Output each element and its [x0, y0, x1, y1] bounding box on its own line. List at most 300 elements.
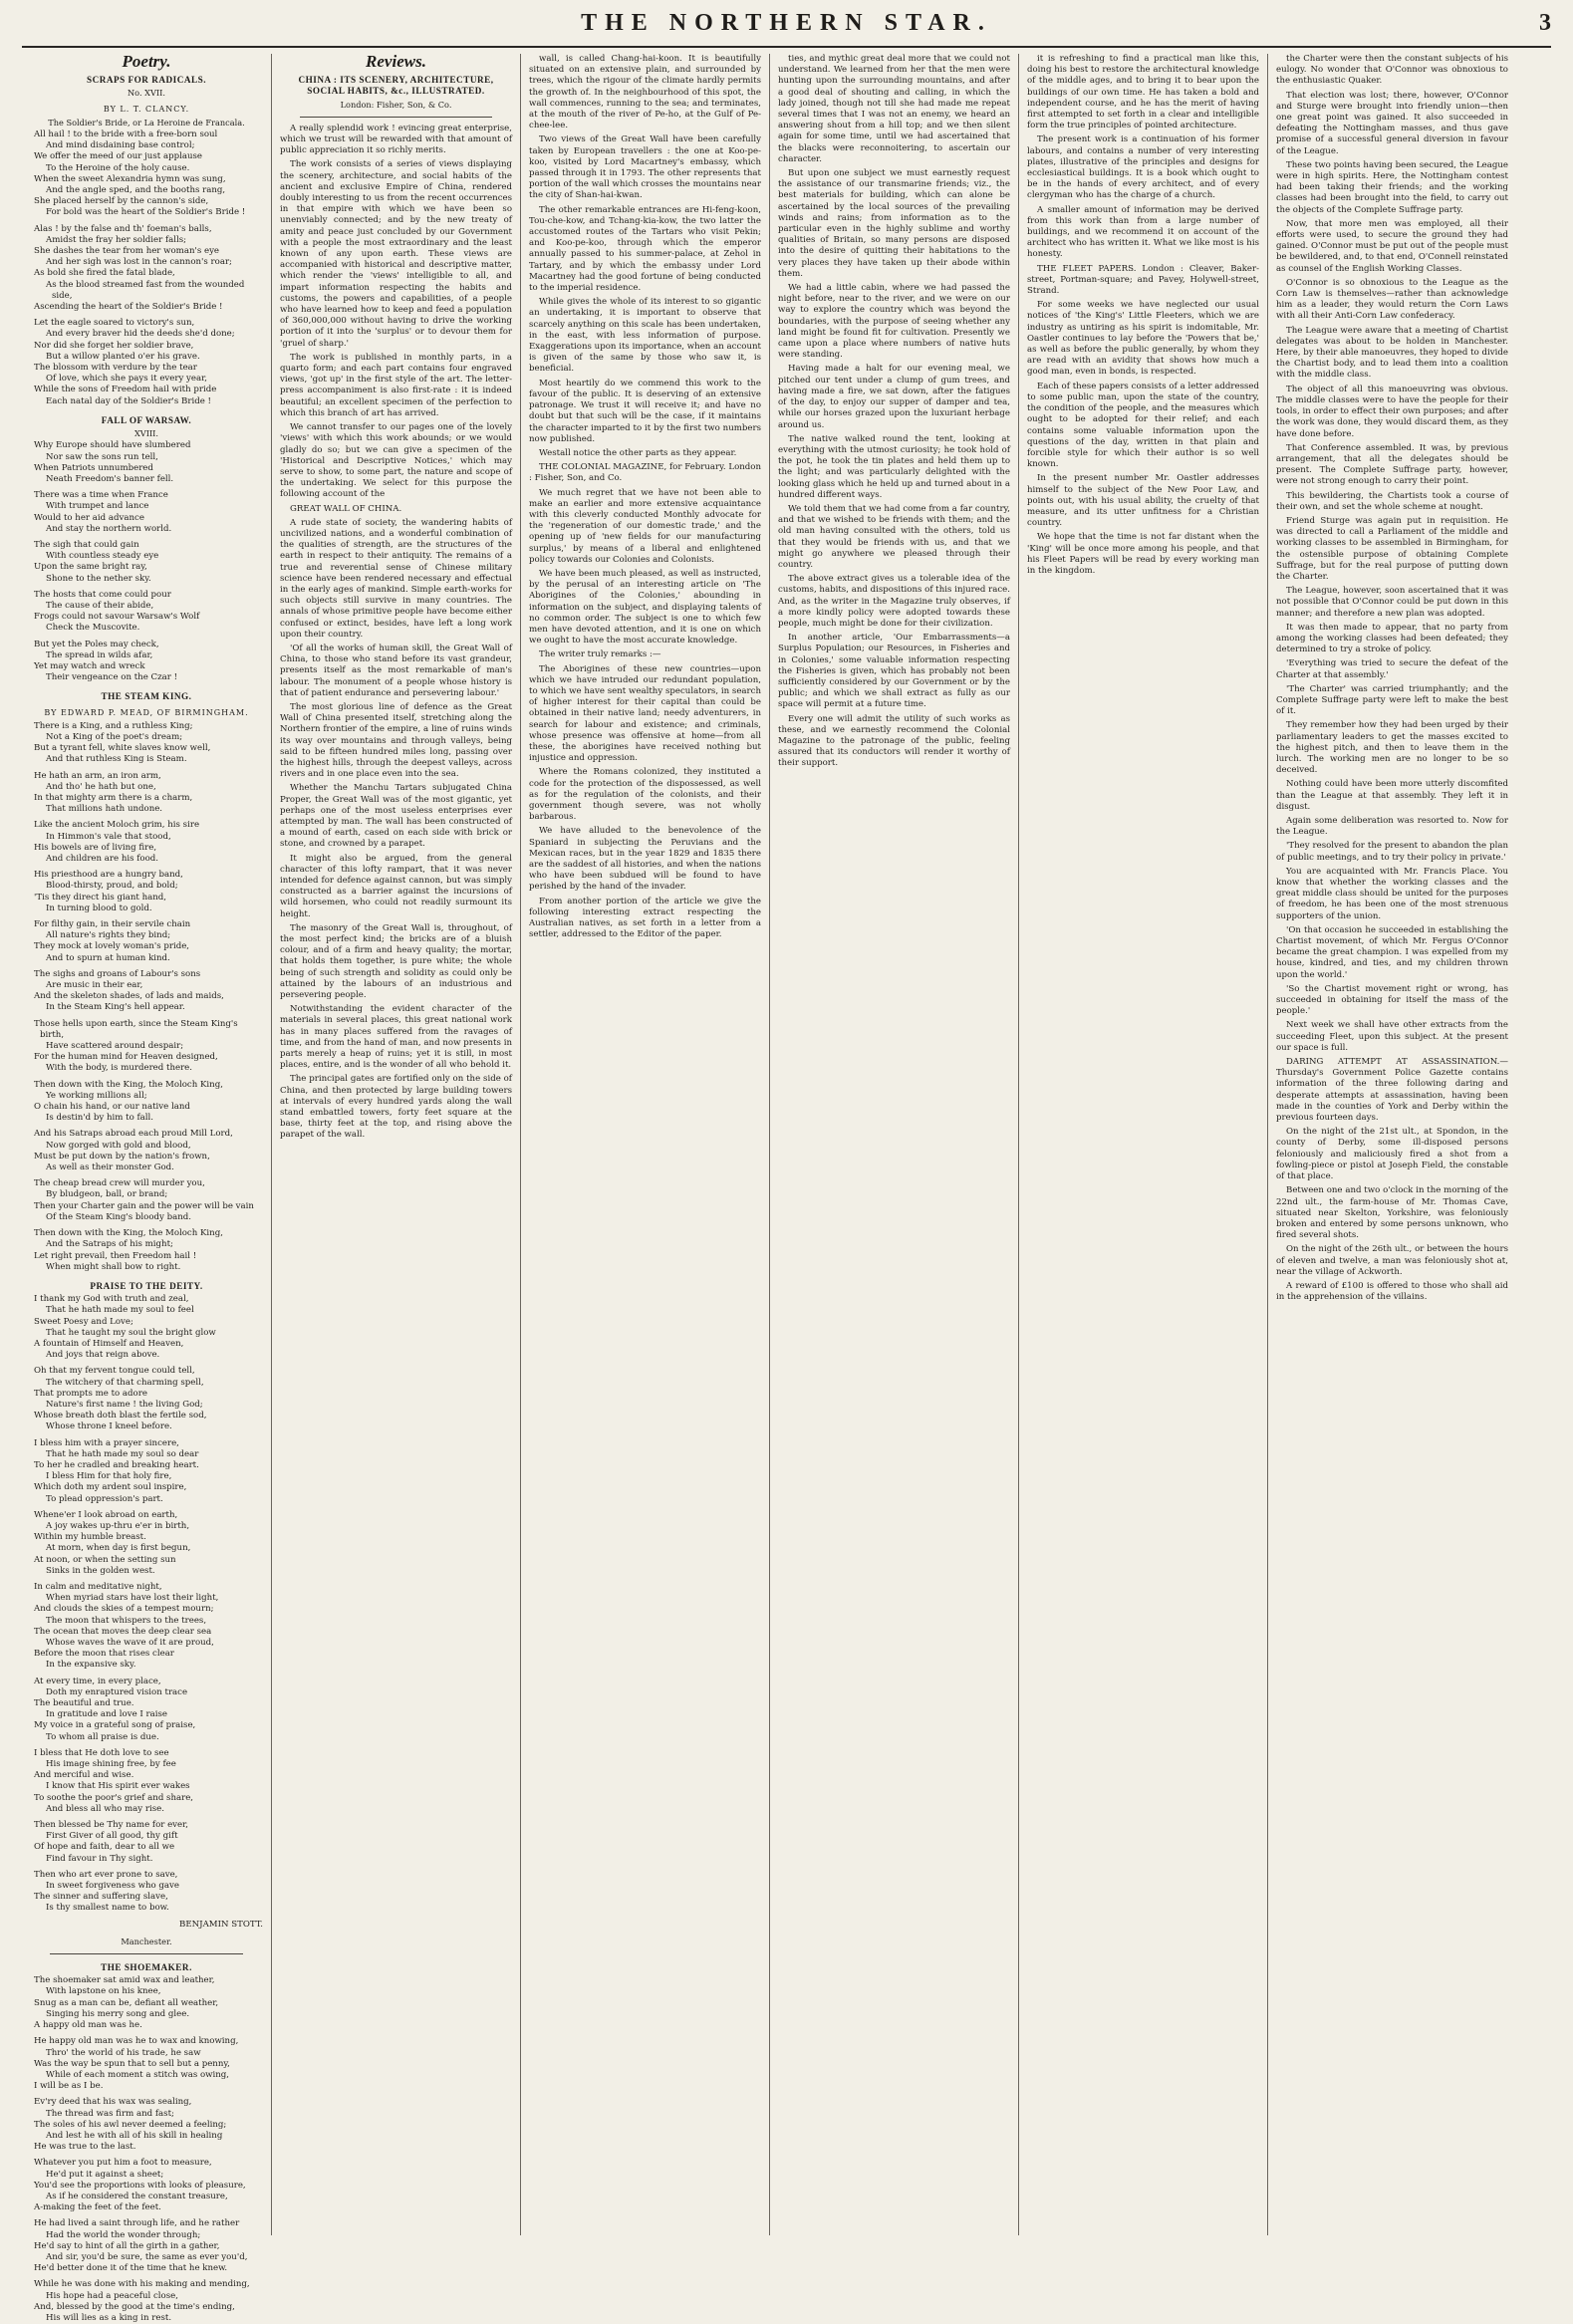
china-title: CHINA : ITS SCENERY, ARCHITECTURE, SOCIAL HABITS, &c., ILLUSTRATED.: [298, 75, 494, 97]
poem-line: But yet the Poles may check,: [34, 639, 159, 649]
paragraph: 'Of all the works of human skill, the Great Wall of China, to those who stand before its vast grandeur, presents itself as the most remarkable of man's labour. The monument of a people whose history is that of patient endurance and persevering labour.': [280, 643, 512, 698]
poem-line: That millions hath undone.: [46, 804, 163, 815]
poem-line: We offer the meed of our just applause: [34, 151, 202, 162]
stanza: [30, 2036, 263, 2092]
poem-line: To whom all praise is due.: [46, 1731, 159, 1742]
poem-line: While he was done with his making and mending,: [34, 2279, 250, 2290]
reviews-column: [271, 54, 520, 2235]
paragraph: The present work is a continuation of his former labours, and contains a number of very interesting plates, illustrative of the principles and designs for ecclesiastical buildings. It is a book which ought to be in the hands of every architect, and of every clergyman who has the charge of a church.: [1027, 134, 1259, 201]
poem-line: Within my humble breast.: [34, 1532, 146, 1543]
poem-line: Sinks in the golden west.: [46, 1565, 155, 1576]
steam-poem: [30, 721, 263, 1273]
poem-line: And every braver hid the deeds she'd done;: [46, 329, 235, 340]
poem-line: Whose waves the wave of it are proud,: [46, 1638, 214, 1648]
paragraph: This bewildering, the Chartists took a course of their own, and set the whole scheme at nought.: [1276, 490, 1508, 512]
paragraph: We cannot transfer to our pages one of the lovely 'views' with which this work abounds; or we would gladly do so; but we can give a specimen of the 'Historical and Descriptive Notices,' which may serve to show, to some part, the nature and scope of the undertaking. We select for this purpose the following account of the: [280, 422, 512, 500]
poem-line: While the sons of Freedom hail with pride: [34, 385, 217, 395]
poem-line: Whene'er I look abroad on earth,: [34, 1509, 178, 1520]
poem-line: Each natal day of the Soldier's Bride !: [46, 395, 211, 406]
poem-line: And merciful and wise.: [34, 1770, 134, 1781]
paragraph: 'The Charter' was carried triumphantly; and the Complete Suffrage party were left to make the best of it.: [1276, 683, 1508, 717]
poem-line: By bludgeon, ball, or brand;: [46, 1189, 168, 1200]
steam-author: BY EDWARD P. MEAD, OF BIRMINGHAM.: [44, 707, 249, 717]
poem-line: Whatever you put him a foot to measure,: [34, 2158, 212, 2169]
column-six-body: [1276, 54, 1508, 1303]
poem-line: That he hath made my soul to feel: [46, 1305, 194, 1316]
poem-line: The cheap bread crew will murder you,: [34, 1178, 205, 1189]
paragraph: In another article, 'Our Embarrassments—a Surplus Population; our Resources, in Fisheries and in Colonies,' some valuable information respecting the Fisheries is given, which has probably not been sufficiently considered by our Government or by the public; and which we shall extract as fully as our space will permit at a future time.: [778, 633, 1010, 710]
poem-line: He was true to the last.: [34, 2142, 136, 2153]
scraps-number: No. XVII.: [128, 88, 165, 99]
paragraph: A really splendid work ! evincing great enterprise, which we trust will be rewarded with that amount of public appreciation it so richly merits.: [280, 123, 512, 156]
stanza: [30, 490, 263, 535]
poem-line: Find favour in Thy sight.: [46, 1853, 153, 1864]
page-number: 3: [1538, 10, 1551, 36]
paragraph: THE FLEET PAPERS. London : Cleaver, Baker-street, Portman-square; and Pavey, Holywell-street, Strand.: [1027, 263, 1259, 297]
paragraph: The work is published in monthly parts, in a quarto form; and each part contains four engraved views, 'got up' in the first style of the art. The letter-press accompaniment is also first-rate : it is indeed beautiful; an excellent specimen of the perfection to which this branch of art has arrived.: [280, 352, 512, 418]
poem-line: My voice in a grateful song of praise,: [34, 1720, 196, 1731]
poem-line: Of hope and faith, dear to all we: [34, 1842, 175, 1853]
warsaw-poem: [30, 440, 263, 683]
paragraph: They remember how they had been urged by their parliamentary leaders to get the masses excited to the highest pitch, and then to leave them in the lurch. The working men are no longer to be so deceived.: [1276, 720, 1508, 776]
poem-line: The soles of his awl never deemed a feeling;: [34, 2119, 227, 2130]
paragraph: The principal gates are fortified only on the side of China, and then protected by large building towers at intervals of every hundred yards along the wall stand embattled towers, forty feet square at the base, thirty feet at the top, and rising above the parapet of the wall.: [280, 1074, 512, 1141]
poem-line: Is destin'd by him to fall.: [46, 1113, 154, 1124]
poem-line: Neath Freedom's banner fell.: [46, 473, 174, 484]
poem-line: While of each moment a stitch was owing,: [46, 2069, 230, 2080]
poem-line: That he hath made my soul so dear: [46, 1448, 199, 1459]
poem-line: Of love, which she pays it every year,: [46, 374, 208, 385]
poem-line: Would to her aid advance: [34, 512, 144, 523]
stanza: [30, 1080, 263, 1125]
poem-line: But a willow planted o'er his grave.: [46, 351, 200, 362]
poem-line: A fountain of Himself and Heaven,: [34, 1338, 184, 1349]
paragraph: That Conference assembled. It was, by previous arrangement, that all the delegates should be present. The Complete Suffrage party, however, were not strong enough to carry their point.: [1276, 442, 1508, 487]
stanza: [30, 2097, 263, 2153]
paragraph: But upon one subject we must earnestly request the assistance of our transmarine friends; viz., the best materials for building, which can alone be ascertained by the local sources of the prevailing winds and rains; from information as to the particular even in the highly sublime and worthy qualities of Britain, so many persons are disposed into the desire of quitting their habitations to the very places they have taken up their abode within them.: [778, 168, 1010, 279]
poem-line: Ev'ry deed that his wax was sealing,: [34, 2097, 192, 2108]
paragraph: Nothing could have been more utterly discomfited than the League at that assembly. They left it in disgust.: [1276, 779, 1508, 812]
stanza: [30, 590, 263, 635]
column-five-body: [1027, 54, 1259, 577]
stanza: [30, 1677, 263, 1743]
paragraph: Friend Sturge was again put in requisition. He was directed to call a Parliament of the middle and working classes to be assembled in Birmingham, for the ostensible purpose of obtaining Complete Suffrage, but for the real purpose of putting down the Charter.: [1276, 515, 1508, 582]
poem-line: Of the Steam King's bloody band.: [46, 1211, 191, 1222]
paragraph: THE COLONIAL MAGAZINE, for February. London : Fisher, Son, and Co.: [529, 462, 761, 484]
paragraph: That election was lost; there, however, O'Connor and Sturge were brought into friendly union—then one great point was gained. It also succeeded in defeating the Nottingham masses, and thus gave promise of a successful general diversion in favour of the League.: [1276, 90, 1508, 156]
stanza: [30, 1178, 263, 1223]
poem-line: His bowels are of living fire,: [34, 842, 157, 853]
poem-line: Is thy smallest name to bow.: [46, 1903, 169, 1914]
paragraph: it is refreshing to find a practical man like this, doing his best to restore the architectural knowledge of the middle ages, and to bring it to bear upon the buildings of our own time. He has taken a bold and independent course, and he has the merit of having first attempted to set forth in a clear and intelligible form the true principles of pointed architecture.: [1027, 54, 1259, 131]
poem-line: I bless him with a prayer sincere,: [34, 1437, 179, 1448]
poem-line: The moon that whispers to the trees,: [46, 1615, 207, 1626]
poem-line: All nature's rights they bind;: [46, 930, 171, 941]
column-three: [520, 54, 769, 2235]
paragraph: Between one and two o'clock in the morning of the 22nd ult., the farm-house of Mr. Thomas Cave, situated near Skelton, Yorkshire, was feloniously broken and entered by some persons unknown, who fired several shots.: [1276, 1185, 1508, 1241]
poem-line: And sir, you'd be sure, the same as ever you'd,: [46, 2251, 248, 2262]
poem-line: Then who art ever prone to save,: [34, 1869, 178, 1880]
poem-line: Are music in their ear,: [46, 980, 143, 991]
poem-line: Oh that my fervent tongue could tell,: [34, 1366, 195, 1377]
stanza: [30, 1019, 263, 1075]
poem-line: At every time, in every place,: [34, 1676, 161, 1686]
paragraph: The native walked round the tent, looking at everything with the utmost curiosity; he took hold of the pot, he took the tin plates and held them up to the light; and was particularly delighted with the looking glass which he held up and turned about in a hundred different ways.: [778, 433, 1010, 500]
poem-line: In the Steam King's hell appear.: [46, 1002, 185, 1013]
poem-line: She placed herself by the cannon's side,: [34, 196, 209, 207]
poem-line: And the skeleton shades, of lads and maids,: [34, 991, 224, 1002]
poem-line: And tho' he hath but one,: [46, 781, 156, 792]
poem-line: Before the moon that rises clear: [34, 1649, 174, 1660]
poem-line: Nature's first name ! the living God;: [46, 1399, 203, 1410]
poem-line: Check the Muscovite.: [46, 623, 140, 634]
poem-line: Shone to the nether sky.: [46, 573, 151, 584]
poem-line: A-making the feet of the feet.: [34, 2202, 161, 2213]
paragraph: Each of these papers consists of a letter addressed to some public man, upon the state of the country, the condition of the people, and the measures which ought to be adopted for their relief; and each contains some valuable information upon the questions of the day, written in that plain and forcible style for which their author is so well known.: [1027, 381, 1259, 470]
poem-line: With countless steady eye: [46, 551, 159, 562]
paragraph: We told them that we had come from a far country, and that we wished to be friends with them; and the old man having consulted with the others, told us that they would be friends with us, and that we might go anywhere we pleased through their country.: [778, 503, 1010, 570]
poem-line: Thro' the world of his trade, he saw: [46, 2047, 201, 2058]
poem-line: That he taught my soul the bright glow: [46, 1327, 216, 1338]
paragraph: The most glorious line of defence as the Great Wall of China presented itself, stretching along the Northern frontier of the empire, a line of ruins winds its way over mountains and through valleys, being said to be fifteen hundred miles long, passing over the highest hills, through the deepest valleys, across rivers and in one place even into the sea.: [280, 701, 512, 780]
poem-line: And children are his food.: [46, 854, 159, 864]
praise-title: PRAISE TO THE DEITY.: [90, 1280, 203, 1291]
paragraph: The writer truly remarks :—: [539, 649, 661, 660]
poetry-column: [22, 52, 271, 2323]
stanza: [30, 1820, 263, 1865]
poem-line: Upon the same bright ray,: [34, 562, 147, 573]
poem-line: Singing his merry song and glee.: [46, 2008, 190, 2019]
paragraph: The League, however, soon ascertained that it was not possible that O'Connor could be put down in this manner; and therefore a new plan was adopted.: [1276, 586, 1508, 619]
poem-line: They mock at lovely woman's pride,: [34, 941, 190, 952]
paragraph: Whether the Manchu Tartars subjugated China Proper, the Great Wall was of the most gigantic, yet perhaps one of the most useless enterprises ever attempted by man. The wall has been constructed of a mound of earth, cased on each side with brick or stone, and crowned by a parapet.: [280, 783, 512, 850]
poem-line: You'd see the proportions with looks of pleasure,: [34, 2180, 246, 2191]
paragraph: Now, that more men was employed, all their efforts were used, to secure the ground they had gained. O'Connor must be put out of the people must be bewildered, and, to that end, O'Connell reinstated as counsel of the English Working Classes.: [1276, 218, 1508, 274]
paragraph: the Charter were then the constant subjects of his eulogy. No wonder that O'Connor was obnoxious to the enthusiastic Quaker.: [1276, 54, 1508, 87]
poem-line: There was a time when France: [34, 490, 168, 501]
stanza: [30, 1748, 263, 1815]
paragraph: These two points having been secured, the League were in high spirits. Here, the Nottingham contest had been taking their friends; and the working classes had been brought into the field, to carry out the objects of the Complete Suffrage party.: [1276, 159, 1508, 215]
poem-line: With lapstone on his knee,: [46, 1986, 161, 1997]
stanza: [30, 2158, 263, 2213]
warsaw-number: XVIII.: [133, 428, 159, 439]
poem-line: In gratitude and love I raise: [46, 1709, 167, 1720]
poem-line: Then blessed be Thy name for ever,: [34, 1820, 189, 1831]
poem-line: The beautiful and true.: [34, 1698, 134, 1709]
poem-line: 'Tis they direct his giant hand,: [34, 892, 167, 903]
poem-line: Why Europe should have slumbered: [34, 440, 191, 451]
poem-line: The hosts that come could pour: [34, 589, 171, 600]
paragraph: Every one will admit the utility of such works as these, and we earnestly recommend the Colonial Magazine to the patronage of the public, feeling assured that its conductors will render it worthy of their support.: [778, 713, 1010, 769]
poem-line: In calm and meditative night,: [34, 1581, 162, 1592]
poem-line: In turning blood to gold.: [46, 903, 152, 913]
poem-line: He happy old man was he to wax and knowing,: [34, 2036, 239, 2047]
poem-line: Then down with the King, the Moloch King,: [34, 1228, 223, 1239]
china-publisher: London: Fisher, Son, & Co.: [340, 99, 452, 110]
paragraph: A rude state of society, the wandering habits of uncivilized nations, and a wonderful combination of the qualities of strength, are the structures of the earth in respect to their antiquity. The remains of a true and reverential sense of Chinese military science have been rendered necessary and effectual in the early ages of mankind. Simple earth-works for such objects still survive in many countries. The annals of whose primitive people have become either confused or extinct, besides, have left a long work upon their country.: [280, 517, 512, 640]
stanza: [30, 1366, 263, 1432]
poem-line: Snug as a man can be, defiant all weather,: [34, 1997, 219, 2008]
paragraph: In the present number Mr. Oastler addresses himself to the subject of the New Poor Law, and points out, with his usual ability, the cruelty of that measure, and its utter unfitness for a Christian country.: [1027, 473, 1259, 529]
poem-line: When Patriots unnumbered: [34, 462, 153, 473]
stanza: [30, 129, 263, 219]
paragraph: 'Everything was tried to secure the defeat of the Charter at that assembly.': [1276, 658, 1508, 680]
poem-line: Nor did she forget her soldier brave,: [34, 340, 194, 351]
poem-line: As well as their monster God.: [46, 1162, 174, 1173]
paragraph: Two views of the Great Wall have been carefully taken by European travellers : the one at Koo-pe-koo, visited by Lord Macartney's embassy, which passed through it in 1793. The other represents that portion of the wall which crosses the mountains near the city of Shan-hai-kwan.: [529, 134, 761, 201]
poem-line: And bless all who may rise.: [46, 1803, 164, 1814]
poem-line: Amidst the fray her soldier falls;: [46, 234, 187, 245]
poem-line: He hath an arm, an iron arm,: [34, 770, 161, 781]
paragraph: A reward of £100 is offered to those who shall aid in the apprehension of the villains.: [1276, 1280, 1508, 1303]
poem-line: And clouds the skies of a tempest mourn;: [34, 1604, 214, 1615]
stanza: [30, 224, 263, 314]
stanza: [30, 1870, 263, 1915]
poem-line: All hail ! to the bride with a free-born soul: [34, 129, 218, 140]
paragraph: From another portion of the article we give the following interesting extract respecting the Australian natives, as set forth in a letter from a settler, addressed to the Editor of the paper.: [529, 896, 761, 940]
stanza: [30, 1294, 263, 1361]
poem-line: He'd put it against a sheet;: [46, 2169, 164, 2180]
poem-line: The cause of their abide,: [46, 600, 154, 611]
stanza: [30, 919, 263, 964]
paragraph: The Aborigines of these new countries—upon which we have intruded our redundant population, to which we have sent wealthy speculators, in search of higher interest for their capital than could be obtained in their native land; needy adventurers, in search for labour and existence; and criminals, whose presence was offensive at home—from all these, the aborigines have received nothing but injustice and oppression.: [529, 663, 761, 764]
poem-line: There is a King, and a ruthless King;: [34, 720, 193, 731]
poem-line: She dashes the tear from her woman's eye: [34, 246, 220, 257]
stanza: [30, 1510, 263, 1577]
poem-line: When might shall bow to right.: [46, 1261, 181, 1272]
stanza: [30, 820, 263, 865]
poem-line: Must be put down by the nation's frown,: [34, 1151, 210, 1162]
poem-line: Let the eagle soared to victory's sun,: [34, 318, 195, 329]
paragraph: While gives the whole of its interest to so gigantic an undertaking, it is important to observe that scarcely anything on this scale has been undertaken, in the east, with less information of purpose. Exaggerations upon its importance, when an account is given of the same by those who saw it, is beneficial.: [529, 297, 761, 375]
paragraph: GREAT WALL OF CHINA.: [290, 503, 402, 514]
paragraph: DARING ATTEMPT AT ASSASSINATION.—Thursday's Government Police Gazette contains information of the three following daring and desperate attempts at assassination, having been made in the counties of York and Derby within the previous fourteen days.: [1276, 1057, 1508, 1124]
praise-place: Manchester.: [121, 1936, 172, 1946]
praise-poem: [30, 1294, 263, 1915]
paragraph: O'Connor is so obnoxious to the League as the Corn Law is themselves—rather than acknowledge him as a leader, they would return the Corn Laws with all their Anti-Corn Law confederacy.: [1276, 277, 1508, 322]
poem-line: And her sigh was lost in the cannon's roar;: [46, 257, 232, 268]
poem-line: And mind disdaining base control;: [46, 140, 195, 151]
stanza: [30, 440, 263, 485]
poem-line: And to spurn at human kind.: [46, 952, 170, 963]
poem-line: Was the way be spun that to sell but a penny,: [34, 2058, 230, 2069]
paragraph: The work consists of a series of views displaying the scenery, architecture, and social habits of the ancient and exclusive Empire of China, rendered doubly interesting to us from the recent occurrences in that empire with which we have been so unenviably connected; and by the new treaty of amity and peace just concluded by our Government with a people the most extraordinary and the least known of any upon earth. These views are accompanied with historical and descriptive matter, which render the 'views' intelligible to all, and impart information respecting the habits and customs, the powers and capabilities, of a people who have learned how to keep and feed a population of 360,000,000 without having to drive the working portion of it into the 'surplus' or to devour them for 'gruel of sharp.': [280, 159, 512, 349]
poem-line: A happy old man was he.: [34, 2020, 142, 2031]
poem-line: To soothe the poor's grief and share,: [34, 1792, 194, 1803]
paragraph: It was then made to appear, that no party from among the working classes had been defeated; they determined to try a stroke of policy.: [1276, 622, 1508, 655]
poem-line: That prompts me to adore: [34, 1388, 147, 1399]
poem-line: Let right prevail, then Freedom hail !: [34, 1250, 197, 1261]
poem-line: And his Satraps abroad each proud Mill Lord,: [34, 1129, 233, 1140]
poem-line: And, blessed by the good at the time's ending,: [34, 2301, 235, 2312]
poem-line: The sigh that could gain: [34, 539, 139, 550]
stanza: [30, 1129, 263, 1173]
paragraph: We much regret that we have not been able to make an earlier and more extensive acquaintance with this cleverly conducted Monthly advocate for the 'regeneration of our domestic trade,' and the opening up of 'new fields for our manufacturing surplus,' by means of a liberal and enlightened policy towards our Colonies and Colonists.: [529, 487, 761, 565]
scraps-author: BY L. T. CLANCY.: [103, 104, 190, 114]
poem-line: Which doth my ardent soul inspire,: [34, 1482, 187, 1493]
column-six: [1267, 54, 1516, 2235]
paragraph: We have alluded to the benevolence of the Spaniard in subjecting the Peruvians and the Mexican races, but in the year 1829 and 1835 there are the saddest of all histories, and when the nations who have been subdued will be found to have perished by the hand of the invader.: [529, 826, 761, 893]
poem-line: Nor saw the sons run tell,: [46, 451, 158, 462]
poem-line: In sweet forgiveness who gave: [46, 1881, 179, 1892]
poem-line: With the body, is murdered there.: [46, 1063, 193, 1074]
poem-line: Sweet Poesy and Love;: [34, 1316, 133, 1327]
poem-line: The witchery of that charming spell,: [46, 1377, 204, 1388]
stanza: [30, 870, 263, 914]
poem-line: Have scattered around despair;: [46, 1041, 184, 1052]
poem-line: At morn, when day is first begun,: [46, 1543, 191, 1554]
poem-line: And that ruthless King is Steam.: [46, 754, 187, 765]
paragraph: It might also be argued, from the general character of this lofty rampart, that it was never intended for defence against cannon, but was simply constructed as a barrier against the incursions of wild horsemen, who could not readily surmount its height.: [280, 853, 512, 919]
columns: [22, 52, 1551, 2323]
poem-line: Alas ! by the false and th' foeman's balls,: [34, 223, 212, 234]
poem-line: He'd say to hint of all the girth in a gather,: [34, 2240, 220, 2251]
poem-line: The blossom with verdure by the tear: [34, 363, 197, 374]
poem-line: Those hells upon earth, since the Steam King's birth,: [34, 1018, 238, 1040]
masthead: [22, 10, 1551, 48]
poem-line: Like the ancient Moloch grim, his sire: [34, 820, 200, 831]
scraps-poem: [30, 129, 263, 407]
china-review-body: [280, 124, 512, 1142]
poem-line: At noon, or when the setting sun: [34, 1554, 176, 1565]
warsaw-title: FALL OF WARSAW.: [101, 414, 192, 425]
paragraph: On the night of the 26th ult., or between the hours of eleven and twelve, a man was feloniously shot at, near the village of Ackworth.: [1276, 1244, 1508, 1277]
stanza: [30, 540, 263, 585]
paragraph: Having made a halt for our evening meal, we pitched our tent under a clump of gum trees, and having made a fire, we sat down, after the fatigues of the day, to enjoy our supper of damper and tea, while our horses grazed upon the luxuriant herbage around us.: [778, 364, 1010, 430]
poem-line: In Himmon's vale that stood,: [46, 831, 171, 842]
poem-line: The sinner and suffering slave,: [34, 1892, 168, 1903]
poem-line: The sighs and groans of Labour's sons: [34, 968, 201, 979]
poem-line: Blood-thirsty, proud, and bold;: [46, 881, 178, 892]
poem-line: As bold she fired the fatal blade,: [34, 268, 175, 279]
shoemaker-title: THE SHOEMAKER.: [101, 1962, 192, 1973]
paragraph: We have been much pleased, as well as instructed, by the perusal of an interesting article on 'The Aborigines of the Colonies,' abounding in information on the subject, and displaying talents of no common order. The subject is one to which few men have devoted attention, and it is one on which we ought to have the most accurate knowledge.: [529, 568, 761, 646]
stanza: [30, 1228, 263, 1273]
poem-line: The thread was firm and fast;: [46, 2108, 174, 2119]
poem-line: First Giver of all good, thy gift: [46, 1831, 178, 1842]
poem-line: I will be as I be.: [34, 2081, 104, 2092]
paragraph: Where the Romans colonized, they instituted a code for the protection of the dispossessed, as well as for the regulation of the colonists, and their government though severe, was not wholly barbarous.: [529, 767, 761, 823]
poem-line: The shoemaker sat amid wax and leather,: [34, 1975, 215, 1986]
poem-line: But a tyrant fell, white slaves know well,: [34, 743, 211, 754]
poem-line: In that mighty arm there is a charm,: [34, 792, 193, 803]
poem-line: Ye working millions all;: [46, 1090, 147, 1101]
praise-signature: BENJAMIN STOTT.: [179, 1919, 263, 1930]
poem-line: I bless Him for that holy fire,: [46, 1471, 172, 1482]
stanza: [30, 640, 263, 684]
poetry-heading: Poetry.: [122, 52, 171, 71]
paragraph: The above extract gives us a tolerable idea of the customs, habits, and dispositions of this injured race. And, as the writer in the Magazine truly observes, if a more kindly policy were adopted towards these people, much might be done for their civilization.: [778, 574, 1010, 629]
poem-line: His will lies as a king in rest.: [46, 2312, 172, 2323]
paragraph: The League were aware that a meeting of Chartist delegates was about to be holden in Manchester. Here, by their able manoeuvres, they hoped to divide the Chartist body, and to lead them into a coalition with the middle class.: [1276, 325, 1508, 381]
poem-line: Whose breath doth blast the fertile sod,: [34, 1411, 207, 1421]
poem-line: The spread in wilds afar,: [46, 649, 153, 660]
column-four: [769, 54, 1018, 2235]
column-four-body: [778, 54, 1010, 770]
poem-line: For bold was the heart of the Soldier's Bride !: [46, 207, 246, 218]
paragraph: Westall notice the other parts as they appear.: [539, 447, 737, 458]
poem-line: And stay the northern world.: [46, 523, 172, 534]
poem-line: Then your Charter gain and the power will be vain: [34, 1200, 254, 1211]
paragraph: The object of all this manoeuvring was obvious. The middle classes were to have the people for their tools, in order to effect their own purposes; and after the work was done, they would discard them, as they have done before.: [1276, 384, 1508, 439]
paragraph: The masonry of the Great Wall is, throughout, of the most perfect kind; the bricks are of a bluish colour, and of a firm and heavy quality; the mortar, that holds them together, is pure white; the whole being of such strength and solidity as could only be attained by the labours of an industrious and persevering people.: [280, 922, 512, 1001]
column-five: [1018, 54, 1267, 2235]
poem-line: He'd better done it of the time that he knew.: [34, 2263, 228, 2274]
paragraph: ties, and mythic great deal more that we could not understand. We learned from her that the men were hunting upon the surrounding mountains, and after a good deal of shouting and calling, in which the lady joined, though not till she had made me repeat several times that I was not an enemy, we heard an answering shout from a hill top; and we then silent again for some time, until we had ascertained that the blacks were reconnoitering, to ascertain our character.: [778, 54, 1010, 164]
stanza: [30, 1582, 263, 1672]
poem-line: His hope had a peaceful close,: [46, 2290, 178, 2301]
paragraph: A smaller amount of information may be derived from this work than from a large number of buildings, and we recommend it on account of the architect who has written it. What we like most is his honesty.: [1027, 204, 1259, 260]
poem-line: And the angle sped, and the booths rang,: [46, 185, 226, 196]
paragraph: 'On that occasion he succeeded in establishing the Chartist movement, of which Mr. Fergus O'Connor became the great champion. I was expelled from my house, kindred, and ties, and my children thrown upon the world.': [1276, 924, 1508, 980]
paragraph: The other remarkable entrances are Hi-feng-koon, Tou-che-kow, and Tchang-kia-kow, the two latter the accustomed routes of the Tartars who visit Pekin; and Koo-pe-koo, through which the emperor annually passed to his summer-palace, at Zehol in Tartary, and by which the embassy under Lord Macartney had the good fortune of being conducted to the imperial residence.: [529, 204, 761, 294]
poem-line: I know that His spirit ever wakes: [46, 1781, 190, 1792]
poem-line: Then down with the King, the Moloch King,: [34, 1079, 223, 1090]
paragraph: You are acquainted with Mr. Francis Place. You know that whether the working classes and the great middle class should be united for the purposes of freedom, he has been one of the most strenuous supporters of the union.: [1276, 866, 1508, 921]
poem-line: To plead oppression's part.: [46, 1493, 163, 1504]
poem-line: With trumpet and lance: [46, 501, 149, 512]
poem-line: When myriad stars have lost their light,: [46, 1593, 219, 1604]
stanza: [30, 1975, 263, 2031]
poem-line: Their vengeance on the Czar !: [46, 672, 178, 683]
poem-line: The ocean that moves the deep clear sea: [34, 1626, 212, 1637]
poem-line: He had lived a saint through life, and he rather: [34, 2218, 240, 2229]
paragraph: On the night of the 21st ult., at Spondon, in the county of Derby, some ill-disposed persons feloniously and maliciously fired a shot from a fowling-piece or pistol at Joseph Field, the constable of that place.: [1276, 1127, 1508, 1182]
shoemaker-poem: [30, 1975, 263, 2324]
poem-line: And lest he with all of his skill in healing: [46, 2130, 223, 2141]
stanza: [30, 2218, 263, 2274]
poem-line: When the sweet Alexandria hymn was sung,: [34, 173, 226, 184]
stanza: [30, 2279, 263, 2324]
poem-line: And the Satraps of his might;: [46, 1239, 173, 1250]
poem-line: For filthy gain, in their servile chain: [34, 919, 191, 930]
paragraph: For some weeks we have neglected our usual notices of 'the King's' Little Fleeters, which we are industry as untiring as his spirit is indomitable, Mr. Oastler continues to lay before the 'Powers that be,' as well as before the public generally, by whom they are read with an avidity that shows how much a good man, even in bonds, is respected.: [1027, 300, 1259, 378]
stanza: [30, 318, 263, 407]
poem-line: And joys that reign above.: [46, 1350, 160, 1361]
paragraph: Most heartily do we commend this work to the favour of the public. It is deserving of an extensive patronage. We trust it will receive it; and have no doubt but that such will be the case, if it maintains the character imparted to it by the first two numbers now published.: [529, 378, 761, 444]
column-three-body: [529, 54, 761, 940]
reviews-heading: Reviews.: [366, 52, 426, 71]
poem-line: Frogs could not savour Warsaw's Wolf: [34, 612, 200, 623]
stanza: [30, 1438, 263, 1505]
stanza: [30, 969, 263, 1014]
poem-line: His image shining free, by fee: [46, 1759, 176, 1770]
poem-line: Yet may watch and wreck: [34, 660, 145, 671]
poem-line: I thank my God with truth and zeal,: [34, 1294, 189, 1305]
section-rule: [50, 1953, 243, 1954]
poem-line: In the expansive sky.: [46, 1660, 136, 1671]
paragraph: We had a little cabin, where we had passed the night before, near to the river, and we were on our way to explore the country which was beyond the boundaries, with the purpose of seeing whether any land might be found fit for cultivation. Presently we came upon a place where numbers of native huts were standing.: [778, 283, 1010, 361]
poem-line: Not a King of the poet's dream;: [46, 731, 183, 742]
paragraph: wall, is called Chang-hai-koon. It is beautifully situated on an extensive plain, and surrounded by trees, which the rigour of the climate hardly permits the growth of. In the neighbourhood of this spot, the wall commences, running to the sea; and terminates, at the mouth of the river of Pe-ho, at the Gulf of Pe-chee-lee.: [529, 54, 761, 131]
poem-line: To the Heroine of the holy cause.: [46, 162, 190, 173]
stanza: [30, 771, 263, 816]
steam-title: THE STEAM KING.: [101, 691, 192, 702]
poem-line: His priesthood are a hungry band,: [34, 870, 183, 881]
poem-line: Ascending the heart of the Soldier's Bride !: [34, 302, 223, 313]
paragraph: Notwithstanding the evident character of the materials in several places, this great national work has in many places suffered from the ravages of time, and from the hand of man, and now presents in parts merely a heap of ruins; yet it is still, in most places, entire, and is the wonder of all who behold it.: [280, 1004, 512, 1071]
poem-line: Whose throne I kneel before.: [46, 1421, 172, 1432]
paragraph: 'So the Chartist movement right or wrong, has succeeded in obtaining for itself the mass of the people.': [1276, 983, 1508, 1017]
poem-line: I bless that He doth love to see: [34, 1747, 169, 1758]
poem-line: Now gorged with gold and blood,: [46, 1140, 191, 1151]
poem-line: As if he considered the constant treasure,: [46, 2191, 228, 2201]
paragraph: Next week we shall have other extracts from the succeeding Fleet, upon this subject. At the present our space is full.: [1276, 1020, 1508, 1053]
poem-line: As the blood streamed fast from the wounded side,: [46, 279, 245, 301]
poem-line: For the human mind for Heaven designed,: [34, 1052, 218, 1063]
paragraph: We hope that the time is not far distant when the 'King' will be once more among his people, and that his Fleet Papers will be read by every working man in the kingdom.: [1027, 532, 1259, 576]
paragraph: 'They resolved for the present to abandon the plan of public meetings, and to try their policy in private.': [1276, 841, 1508, 863]
